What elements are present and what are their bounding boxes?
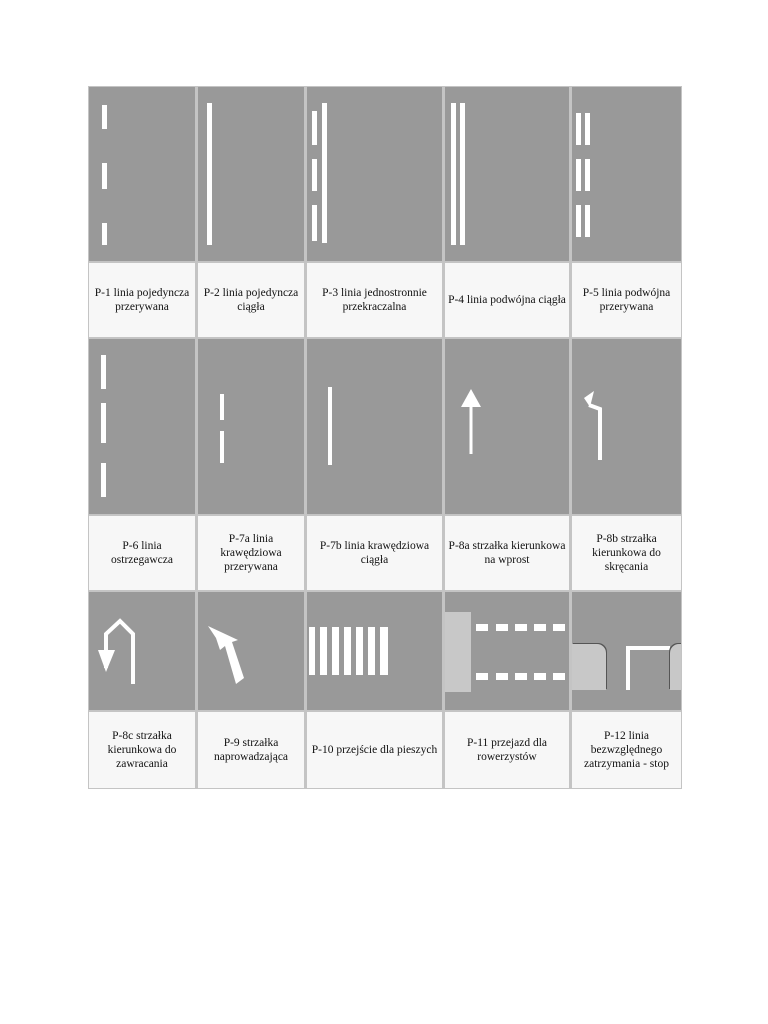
marking-caption-p9: P-9 strzałka naprowadzająca <box>198 712 304 788</box>
marking-image-p5 <box>572 87 681 261</box>
marking-image-p1 <box>89 87 195 261</box>
marking-caption-p7a: P-7a linia krawędziowa przerywana <box>198 516 304 590</box>
marking-caption-p8a: P-8a strzałka kierunkowa na wprost <box>445 516 569 590</box>
marking-image-p6 <box>89 339 195 514</box>
road-markings-table <box>88 86 682 789</box>
marking-caption-p5: P-5 linia podwójna przerywana <box>572 263 681 337</box>
marking-caption-p1: P-1 linia pojedyncza przerywana <box>89 263 195 337</box>
marking-image-p3 <box>307 87 442 261</box>
marking-caption-p8c: P-8c strzałka kierunkowa do zawracania <box>89 712 195 788</box>
marking-image-p10 <box>307 592 442 710</box>
straight-arrow-icon <box>445 339 569 514</box>
marking-caption-p7b: P-7b linia krawędziowa ciągła <box>307 516 442 590</box>
marking-image-p12 <box>572 592 681 710</box>
marking-caption-p6: P-6 linia ostrzegawcza <box>89 516 195 590</box>
marking-caption-p12: P-12 linia bezwzględnego zatrzymania - stop <box>572 712 681 788</box>
marking-caption-p2: P-2 linia pojedyncza ciągła <box>198 263 304 337</box>
turn-arrow-icon <box>572 339 681 514</box>
marking-caption-p4: P-4 linia podwójna ciągła <box>445 263 569 337</box>
marking-image-p7b <box>307 339 442 514</box>
marking-image-p9 <box>198 592 304 710</box>
marking-image-p7a <box>198 339 304 514</box>
marking-image-p8b <box>572 339 681 514</box>
marking-caption-p11: P-11 przejazd dla rowerzystów <box>445 712 569 788</box>
marking-image-p8c <box>89 592 195 710</box>
marking-image-p2 <box>198 87 304 261</box>
marking-caption-p10: P-10 przejście dla pieszych <box>307 712 442 788</box>
u-turn-arrow-icon <box>89 592 195 710</box>
marking-caption-p3: P-3 linia jednostronnie przekraczalna <box>307 263 442 337</box>
marking-image-p8a <box>445 339 569 514</box>
lane-change-arrow-icon <box>198 592 304 710</box>
marking-image-p4 <box>445 87 569 261</box>
marking-image-p11 <box>445 592 569 710</box>
marking-caption-p8b: P-8b strzałka kierunkowa do skręcania <box>572 516 681 590</box>
